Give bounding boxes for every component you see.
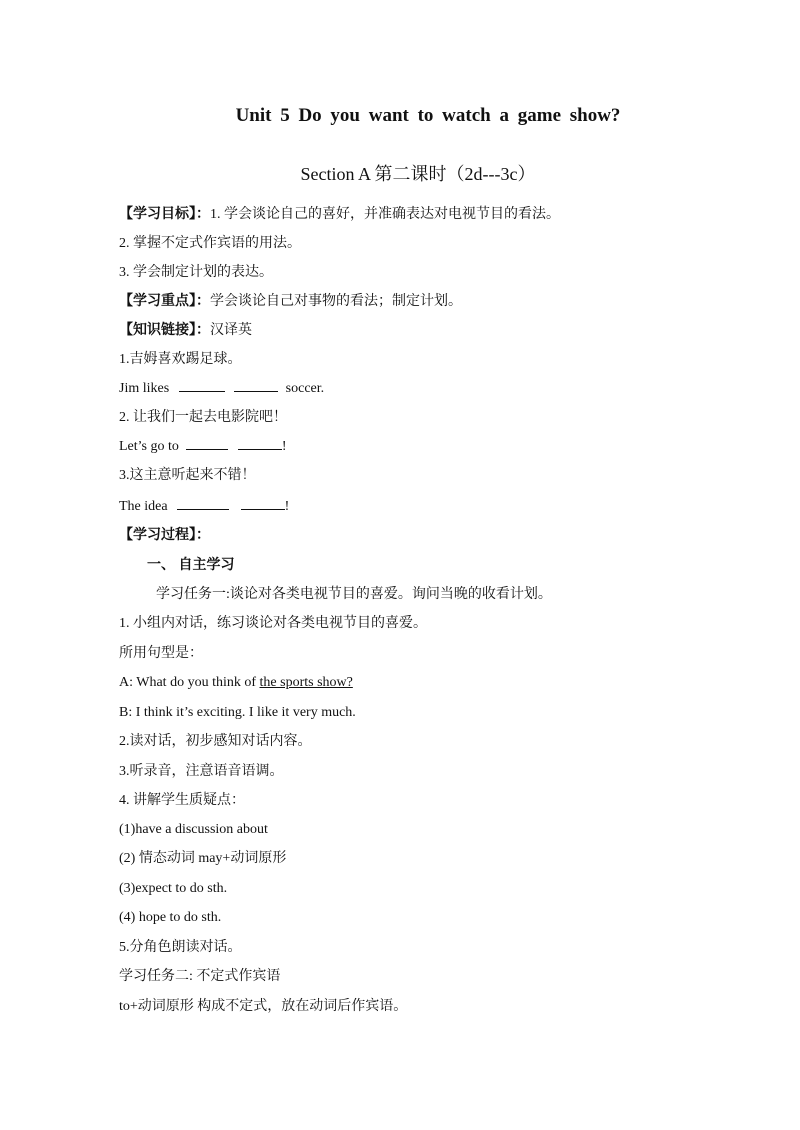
question-1-chinese: 1.吉姆喜欢踢足球。 (119, 352, 242, 367)
task-2-text: to+动词原形 构成不定式，放在动词后作宾语。 (119, 999, 408, 1014)
question-1-end: soccer. (285, 381, 325, 396)
question-3-end: ! (284, 499, 290, 514)
question-3-start: The idea (119, 499, 168, 514)
goals-item-2: 2. 掌握不定式作宾语的用法。 (119, 236, 301, 251)
step-3: 3.听录音，注意语音语调。 (119, 764, 284, 779)
task-2: 学习任务二: 不定式作宾语 (119, 969, 281, 984)
step-1: 1. 小组内对话，练习谈论对各类电视节目的喜爱。 (119, 616, 427, 631)
answer-blank[interactable] (238, 437, 282, 450)
goals-label: 【学习目标】： (119, 207, 210, 222)
point-2: (2) 情态动词 may+动词原形 (119, 851, 287, 866)
knowledge-link-label: 【知识链接】： (119, 323, 210, 338)
point-1: (1)have a discussion about (119, 822, 268, 837)
dialogue-line-a (119, 673, 353, 693)
goals-line (119, 205, 560, 225)
question-3-chinese: 3.这主意听起来不错！ (119, 468, 256, 483)
answer-blank[interactable] (234, 379, 278, 392)
question-1-english (119, 379, 324, 399)
question-3-english (119, 497, 289, 517)
task-1: 学习任务一:谈论对各类电视节目的喜爱。询问当晚的收看计划。 (156, 587, 552, 602)
point-4: (4) hope to do sth. (119, 910, 222, 925)
patterns-label: 所用句型是： (119, 646, 203, 661)
key-points-label: 【学习重点】： (119, 294, 210, 309)
question-2-chinese: 2. 让我们一起去电影院吧！ (119, 410, 287, 425)
question-2-end: ! (281, 439, 287, 454)
question-2-english (119, 437, 287, 457)
step-5: 5.分角色朗读对话。 (119, 940, 242, 955)
key-points-line (119, 292, 462, 312)
knowledge-link-line (119, 321, 252, 341)
step-2: 2.读对话，初步感知对话内容。 (119, 734, 312, 749)
knowledge-link-text: 汉译英 (210, 323, 252, 338)
question-1-start: Jim likes (119, 381, 170, 396)
page-title: Unit 5 Do you want to watch a game show? (235, 105, 621, 126)
answer-blank[interactable] (186, 437, 228, 450)
process-label: 【学习过程】： (119, 528, 210, 543)
answer-blank[interactable] (241, 497, 285, 510)
question-2-start: Let’s go to (119, 439, 179, 454)
goals-item-3: 3. 学会制定计划的表达。 (119, 265, 273, 280)
dialogue-line-b: B: I think it’s exciting. I like it very much. (119, 705, 356, 720)
dialogue-a-underlined: the sports show? (259, 675, 353, 690)
goals-item-1: 1. 学会谈论自己的喜好，并准确表达对电视节目的看法。 (210, 207, 560, 222)
dialogue-a-start: A: What do you think of (119, 675, 260, 690)
point-3: (3)expect to do sth. (119, 881, 228, 896)
answer-blank[interactable] (179, 379, 225, 392)
key-points-text: 学会谈论自己对事物的看法；制定计划。 (210, 294, 462, 309)
step-4: 4. 讲解学生质疑点： (119, 793, 245, 808)
answer-blank[interactable] (177, 497, 229, 510)
page-subtitle: Section A 第二课时（2d---3c） (300, 164, 536, 184)
section-self-study: 一、 自主学习 (147, 558, 235, 573)
